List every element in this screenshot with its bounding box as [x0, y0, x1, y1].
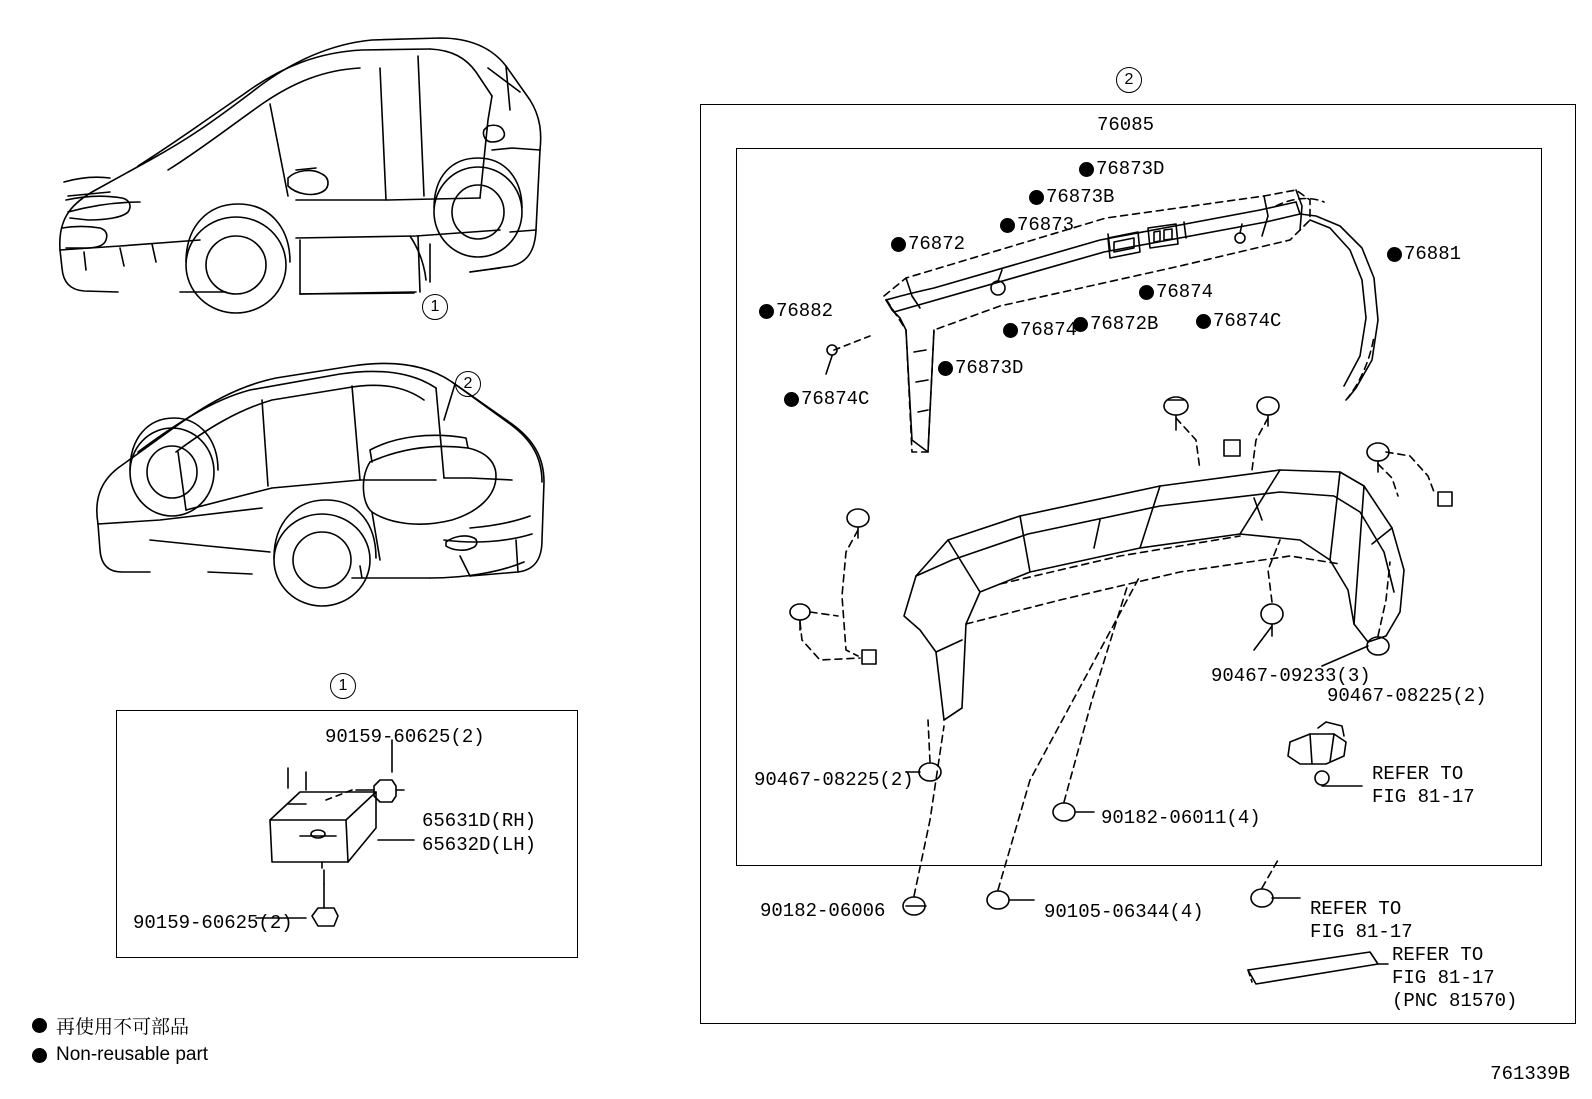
refer-to-label-2-line2: FIG 81-17: [1310, 921, 1413, 943]
nonreusable-dot-76873b: [1029, 190, 1044, 205]
part-label-76873b: 76873B: [1046, 186, 1115, 208]
nonreusable-dot-76873: [1000, 218, 1015, 233]
legend-label-jp: 再使用不可部品: [56, 1016, 190, 1038]
part-label-90182-06011: 90182-06011(4): [1101, 807, 1261, 829]
part-label-65632d-lh: 65632D(LH): [422, 834, 537, 856]
legend-row-english: [32, 1044, 208, 1066]
part-label-76874c-right: 76874C: [1213, 310, 1282, 332]
part-label-76881: 76881: [1404, 243, 1462, 265]
part-label-76873d-lower: 76873D: [955, 357, 1024, 379]
part-label-76874-upper: 76874: [1156, 281, 1214, 303]
refer-to-label-1-line2: FIG 81-17: [1372, 786, 1475, 808]
part-label-90182-06006: 90182-06006: [760, 900, 886, 922]
refer-to-label-3-line3: (PNC 81570): [1392, 990, 1518, 1012]
refer-to-label-3-line1: REFER TO: [1392, 944, 1484, 966]
part-label-76873d-top: 76873D: [1096, 158, 1165, 180]
refer-to-label-1-line1: REFER TO: [1372, 763, 1464, 785]
part-label-90467-09233: 90467-09233(3): [1211, 665, 1371, 687]
callout-bubble-2-vehicle: 2: [455, 371, 481, 397]
nonreusable-dot-76874c-right: [1196, 314, 1211, 329]
part-label-90467-08225-left: 90467-08225(2): [754, 769, 914, 791]
callout-bubble-1-panel: 1: [330, 673, 356, 699]
legend-dot-en: [32, 1048, 47, 1063]
diagram-id-code: 761339B: [1490, 1063, 1570, 1085]
vehicle-front-view: [60, 38, 541, 313]
part-label-90105-06344: 90105-06344(4): [1044, 901, 1204, 923]
part-label-76085: 76085: [1097, 114, 1155, 136]
nonreusable-dot-76881: [1387, 247, 1402, 262]
part-label-90159-60625-bottom: 90159-60625(2): [133, 912, 293, 934]
nonreusable-dot-76873d-top: [1079, 162, 1094, 177]
nonreusable-dot-76872: [891, 237, 906, 252]
part-label-76872: 76872: [908, 233, 966, 255]
refer-to-label-3-line2: FIG 81-17: [1392, 967, 1495, 989]
part-label-65631d-rh: 65631D(RH): [422, 810, 537, 832]
part-label-76882: 76882: [776, 300, 834, 322]
vehicle-rear-view: [97, 363, 544, 606]
refer-to-label-2-line1: REFER TO: [1310, 898, 1402, 920]
legend-dot-jp: [32, 1018, 47, 1033]
part-label-90467-08225-right: 90467-08225(2): [1327, 685, 1487, 707]
part-label-76872b: 76872B: [1090, 313, 1159, 335]
part-label-76873: 76873: [1017, 214, 1075, 236]
part-label-90159-60625-top: 90159-60625(2): [325, 726, 485, 748]
nonreusable-dot-76874-upper: [1139, 285, 1154, 300]
part-label-76874-lower: 76874: [1020, 319, 1078, 341]
nonreusable-dot-76873d-lower: [938, 361, 953, 376]
callout-bubble-1-vehicle: 1: [422, 294, 448, 320]
callout2-leader: [444, 384, 455, 420]
nonreusable-dot-76882: [759, 304, 774, 319]
callout-bubble-2-panel: 2: [1116, 67, 1142, 93]
legend-row-japanese: [32, 1012, 189, 1039]
nonreusable-dot-76874c-left: [784, 392, 799, 407]
legend-label-en: Non-reusable part: [56, 1044, 209, 1065]
nonreusable-dot-76874-lower: [1003, 323, 1018, 338]
part-label-76874c-left: 76874C: [801, 388, 870, 410]
